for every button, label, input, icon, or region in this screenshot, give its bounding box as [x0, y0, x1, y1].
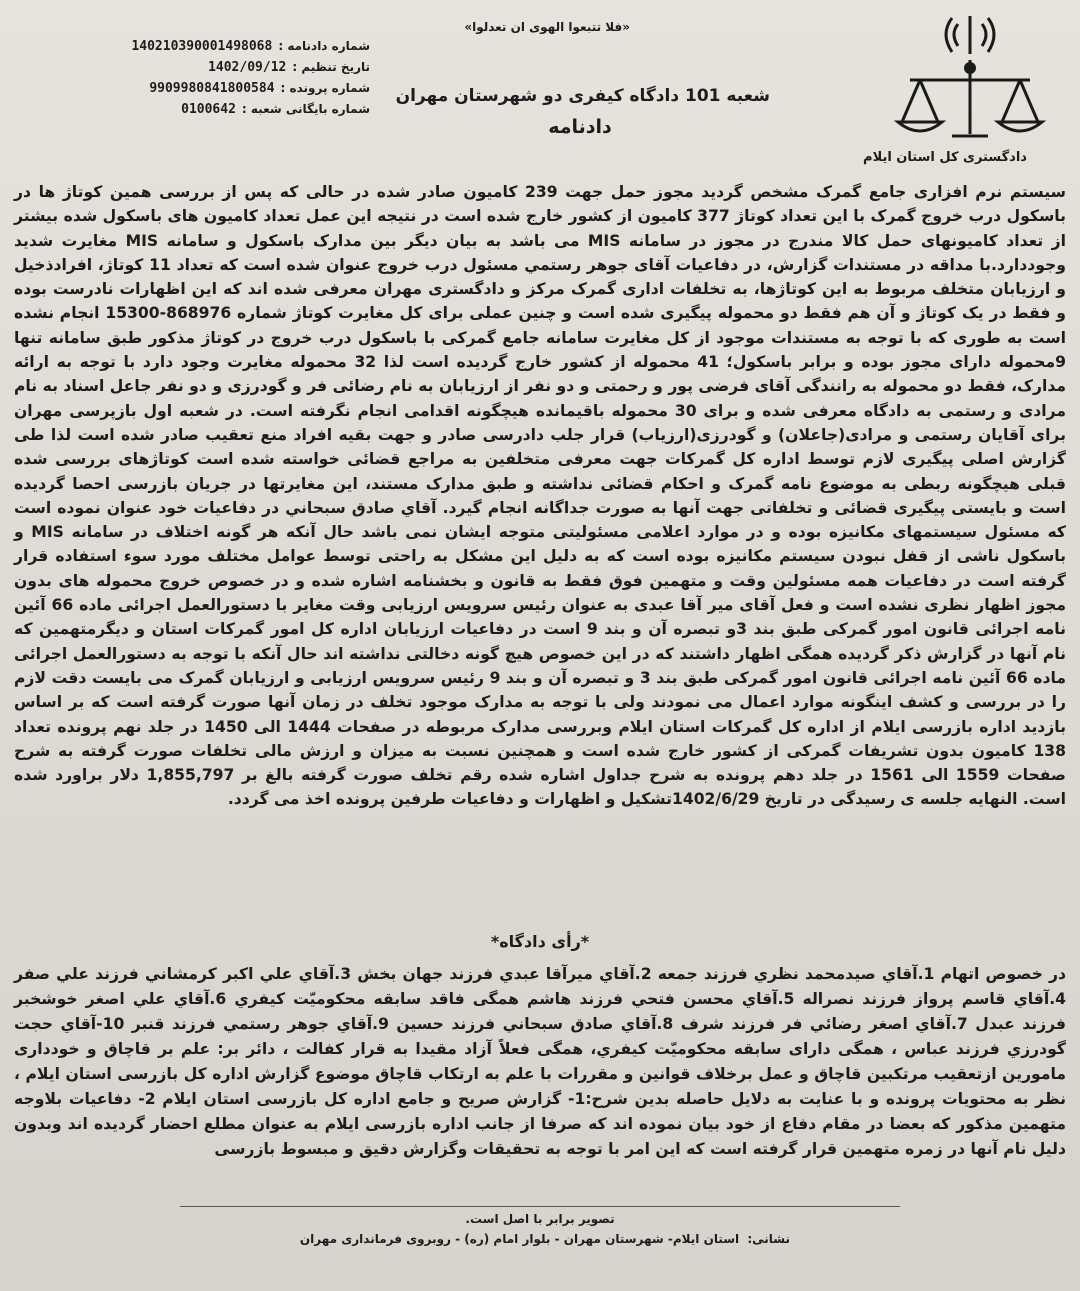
meta-label: شماره دادنامه : — [278, 39, 370, 53]
meta-label: شماره بایگانی شعبه : — [241, 102, 370, 116]
case-number-row — [80, 78, 370, 99]
address-text: استان ایلام- شهرستان مهران - بلوار امام (ره) - روبروی فرمانداری مهران — [299, 1232, 740, 1246]
archive-number-row — [80, 99, 370, 120]
issue-date-row — [80, 57, 370, 78]
case-facts-paragraph: سیستم نرم افزاری جامع گمرک مشخص گردید مجوز حمل جهت 239 کامیون صادر شده در حالی که پس از بررسی همین کوتاژ ها در باسکول درب خروج گمرک با این تعداد کوتاژ 377 کامیون از کشور خارج شده است در نتیجه این عمل تعداد کامیون های باسکول شده بیشتر از تعداد کامیونهای حمل کالا مندرج در مجوز در سامانه MIS می باشد به بیان دیگر بین مدارک باسکول و سامانه MIS مغایرت شدید وجوددارد.با مداقه در مستندات گزارش، در دفاعیات آقای جوهر رستمي مسئول درب خروج عنوان شده است که تعداد 11 کوتاژ، افرادذخیل و ارزیابان متخلف مربوط به این کوتاژها، به تخلفات اداری گمرک مرکز و دادگستری مهران معرفی شده اند که این اظهارات نادرست بوده و فقط در یک کوتاژ و آن هم فقط دو محموله پیگیری شده است و چنین عملی برای کل مغایرت کوتاژ شماره 868976-15300 انجام نشده است به طوری که با توجه به مستندات موجود از کل مغایرت سامانه جامع گمرکی با باسکول درب خروج در کوتاژ مذکور طبق سامانه تنها 9محموله دارای مجوز بوده و برابر باسکول؛ 41 محموله از کشور خارج گردیده است لذا 32 محموله مغایرت وجود دارد با توجه به ارائه مدارک، فقط دو محموله به رانندگی آقای فرضی پور و رحمتی و دو نفر از ارزیابان به نام رضائی فر و گودرزی و دو نفر جاعل اسناد به نام مرادی و رستمی به دادگاه معرفی شده و برای 30 محموله باقیمانده هیچگونه اقدامی انجام نگرفته است. در شعبه اول بازپرسی مهران برای آقایان رستمی و مرادی(جاعلان) و گودرزی(ارزیاب) قرار جلب دادرسی صادر و جهت بقیه افراد منع تعقیب صادر شده است لذا طی گزارش اصلی پیگیری لازم توسط اداره کل گمرکات جهت معرفی متخلفین به مراجع قضائی خواسته شده است کوتاژهای بررسی شده قبلی هیچگونه ربطی به موضوع نامه گمرک و احکام قضائی نداشته و طبق مدارک مستند، این مغایرتها در جریان بازرسی احصا گردیده است و بایستی پیگیری قضائی و تخلفاتی جهت آنها به صورت جداگانه انجام گیرد. آقاي صادق سبحاني در دفاعیات خود عنوان نموده است که مسئول سیستمهای مکانیزه بوده و در موارد اعلامی مسئولیتی متوجه ایشان نمی باشد حال آنکه هر گونه اختلاف در سامانه MIS و باسکول ناشی از قفل نبودن سیستم مکانیزه بوده است که به دلیل این مشکل به راحتی توسط عوامل مختلف مورد سوء استفاده قرار گرفته است در دفاعیات همه مسئولین وقت و متهمین فوق فقط به قانون و بخشنامه اشاره شده و در خصوص خروج محموله های بدون مجوز اظهار نظری نشده است و فعل آقای میر آقا عبدی به عنوان رئیس سرویس ارزیابی وقت مغایر با دستورالعمل اجرائی ماده 66 آئین نامه اجرائی قانون امور گمرکی طبق بند 3و تبصره آن و بند 9 است در دفاعیات ارزیابان اداره کل امور گمرکات استان و دیگرمتهمین که نام آنها در گزارش ذکر گردیده همگی اظهار داشتند که در این خصوص هیچ گونه دخالتی نداشته اند حال آنکه با توجه به دستورالعمل اجرائی ماده 66 آئین نامه اجرائی قانون امور گمرکی طبق بند 3 و تبصره آن و بند 9 رئیس سرویس ارزیابی و ارزیابان گمرک می بایست دقت لازم را در بررسی و کشف اینگونه موارد اعمال می نمودند ولی با توجه به مدارک موجود تخلف در زمان آنها صورت گرفته است که بر اساس بازدید اداره بازرسی ایلام از اداره کل گمرکات استان ایلام وبررسی مدارک مربوطه در صفحات 1444 الی 1450 در جلد نهم پرونده تعداد 138 کامیون بدون تشریفات گمرکی از کشور خارج شده است و همچنین نسبت به میزان و ارزش مالی تخلفات صورت گرفته به شرح صفحات 1559 الی 1561 در جلد دهم پرونده به شرح جداول اشاره شده رقم تخلف صورت گرفته بالغ بر 1,855,797 دلار براورد شده است. النهایه جلسه ی رسیدگی در تاریخ 1402/6/29تشکیل و اظهارات و دفاعیات طرفین پرونده اخذ می گردد. — [14, 183, 1067, 809]
case-number: 9909980841800584 — [149, 81, 275, 96]
issue-date: 1402/09/12 — [208, 60, 287, 75]
verdict-heading: *رأی دادگاه* — [490, 932, 590, 951]
case-metadata — [80, 36, 370, 120]
verdict-paragraph: در خصوص اتهام 1.آقاي صیدمحمد نظري فرزند جمعه 2.آقاي میرآقا عبدي فرزند جهان بخش 3.آقاي علي اكبر كرمشاني فرزند علي صفر 4.آقاي قاسم پرواز فرزند نصراله 5.آقاي محسن فتحي فرزند هاشم همگی فاقد سابقه محکومیّت کیفري 6.آقاي علي اصغر خوشخبر فرزند عبدل 7.آقاي اصغر رضائي فر فرزند شرف 8.آقاي صادق سبحاني فرزند حسین 9.آقاي جوهر رستمي فرزند قنبر 10-آقاي حجت گودرزي فرزند عباس ، همگی دارای سابقه محکومیّت کیفري، همگی فعلاً آزاد مقیدا به قرار کفالت ، دائر بر: علم بر قاچاق و خودداری مامورین ازتعقیب مرتکبین قاچاق و عمل برخلاف قوانین و مقررات با علم به ارتکاب قاچاق موضوع گزارش اداره کل بازرسی استان ایلام ، نظر به محتویات پرونده و با عنایت به دلایل حاصله بدین شرح:1- گزارش صریح و جامع اداره کل بازرسی استان ایلام 2- دفاعیات بلاوجه متهمین مذکور که بعضا در مقام دفاع از خود بیان نموده اند که صرفا از جانب اداره بازرسی ایلام به عنوان مطلع احضار گردیده اند وبدون دلیل نام آنها در زمره متهمین قرار گرفته است که این امر با توجه به تحقیقات وگزارش دقیق و مبسوط بازرسی — [14, 965, 1067, 1158]
verdict-number-row — [80, 36, 370, 57]
verdict-body — [14, 962, 1066, 1162]
meta-label: تاریخ تنظیم : — [292, 60, 370, 74]
quran-motto: «فلا تتبعوا الهوی ان تعدلوا» — [464, 20, 630, 34]
document-header — [0, 0, 1080, 180]
court-branch-title: شعبه 101 دادگاه کیفری دو شهرستان مهران — [395, 86, 770, 106]
meta-label: شماره پرونده : — [280, 81, 370, 95]
case-facts-body — [14, 180, 1066, 812]
archive-number: 0100642 — [181, 102, 236, 117]
court-address — [250, 1230, 790, 1248]
certified-copy-note: تصویر برابر با اصل است. — [465, 1212, 615, 1226]
footer-divider — [180, 1206, 900, 1207]
province-court-name: دادگستری کل استان ایلام — [863, 150, 1027, 165]
justice-emblem-icon — [880, 2, 1060, 152]
document-title: دادنامه — [548, 116, 612, 138]
address-label: نشانی: — [747, 1232, 790, 1246]
verdict-number: 140210390001498068 — [131, 39, 273, 54]
